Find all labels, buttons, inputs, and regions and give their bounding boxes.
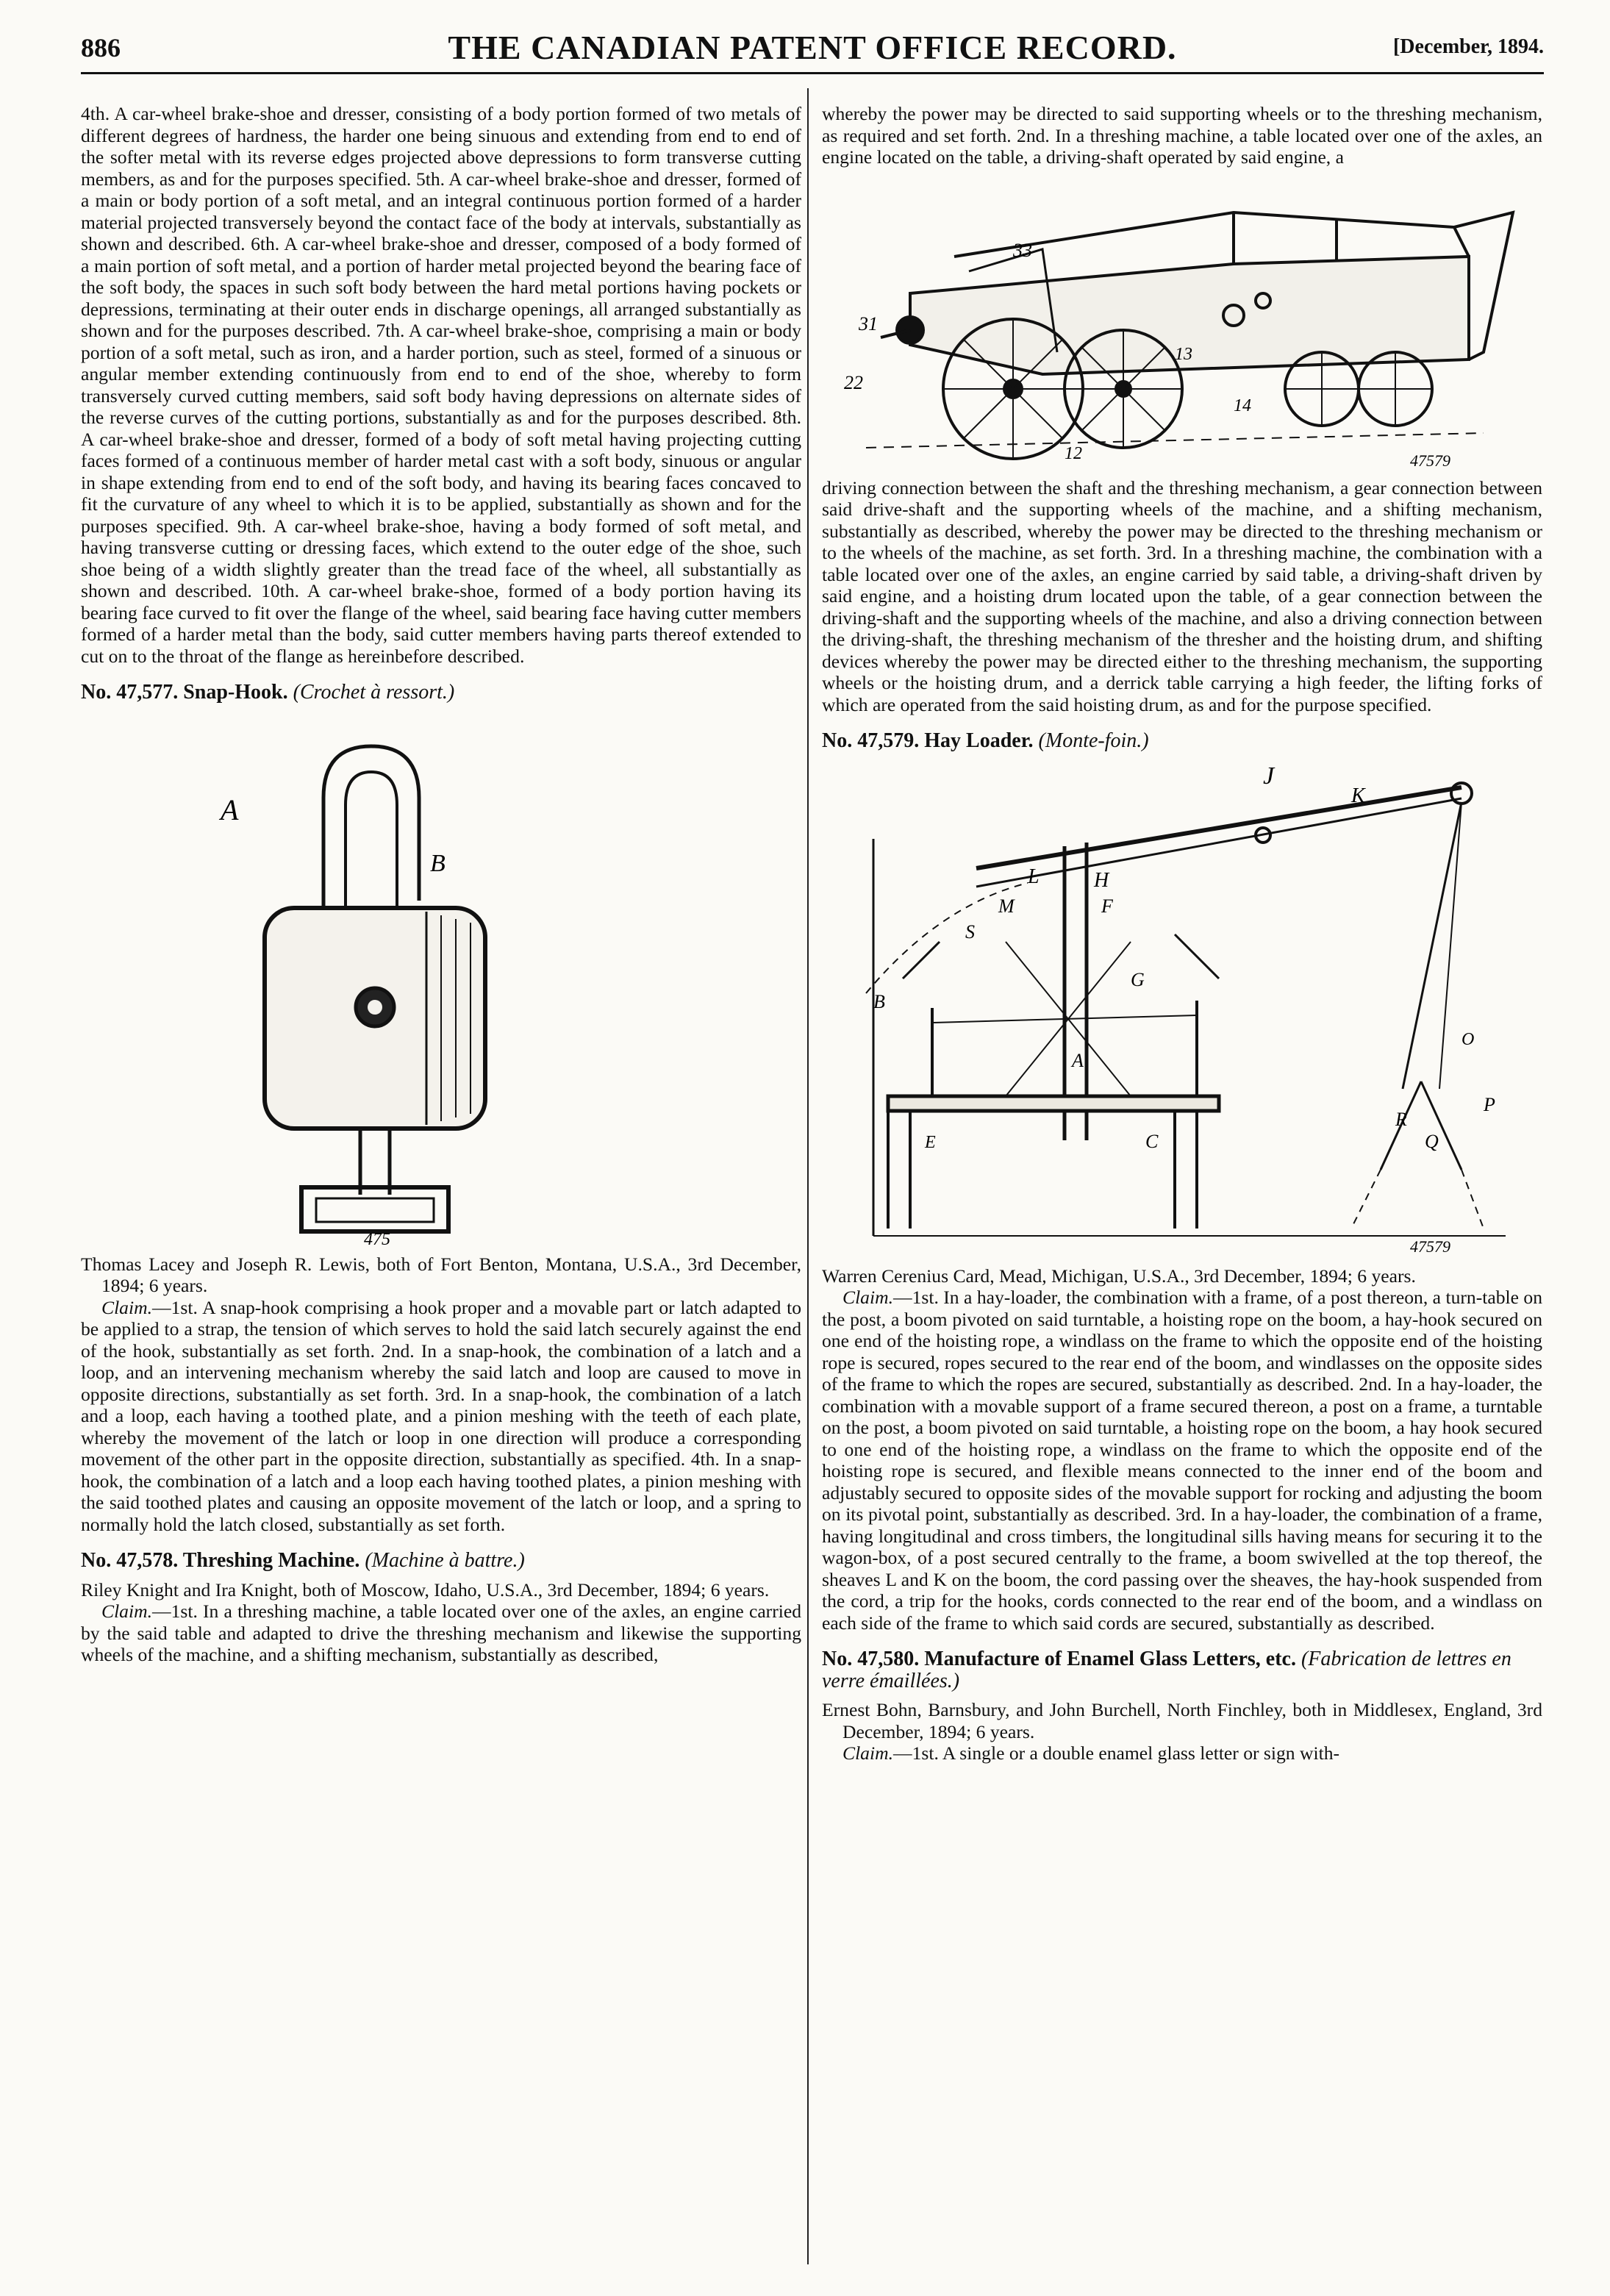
patent-title: Threshing Machine.	[182, 1549, 360, 1572]
figure-label-14: 14	[1234, 396, 1251, 415]
hay-loader-drawing	[822, 758, 1542, 1258]
figure-caption: 47579	[1410, 1237, 1450, 1256]
figure-label-l: L	[1028, 865, 1040, 888]
patent-number: No. 47,577.	[81, 681, 179, 704]
claim-text: —1st. In a threshing machine, a table located over one of the axles, an engine carried by the said table and adapted to drive the threshing mechanism and likewise the supporting wheels of the machine, and a shifting mechanism, substantially as described,	[81, 1601, 801, 1665]
patent-title: Manufacture of Enamel Glass Letters, etc.	[924, 1648, 1296, 1670]
patent-title: Hay Loader.	[924, 729, 1034, 752]
figure-label-a: A	[1072, 1049, 1084, 1071]
figure-label-f: F	[1101, 895, 1113, 917]
figure-caption: 475	[364, 1229, 390, 1246]
claim-47578	[81, 1601, 801, 1666]
threshing-machine-figure	[822, 168, 1542, 477]
figure-label-j: J	[1263, 762, 1275, 790]
figure-label-k: K	[1351, 784, 1365, 807]
claim-47577	[81, 1297, 801, 1536]
figure-label-p: P	[1484, 1093, 1495, 1115]
snap-hook-figure	[81, 709, 801, 1246]
patent-heading-47579	[822, 730, 1542, 752]
figure-label-13: 13	[1175, 344, 1192, 364]
patent-number: No. 47,578.	[81, 1549, 179, 1572]
journal-title: THE CANADIAN PATENT OFFICE RECORD.	[448, 29, 1177, 66]
patent-heading-47578	[81, 1550, 801, 1572]
page-header	[81, 28, 1544, 74]
patentee-47577: Thomas Lacey and Joseph R. Lewis, both of Fort Benton, Montana, U.S.A., 3rd December, 1894; 6 years.	[81, 1253, 801, 1296]
claim-label: Claim.	[101, 1296, 152, 1318]
figure-label-h: H	[1094, 868, 1109, 892]
figure-caption: 47579	[1410, 451, 1450, 470]
page-number: 886	[81, 33, 121, 62]
patent-heading-47577	[81, 682, 801, 704]
figure-label-33: 33	[1013, 239, 1032, 261]
claim-47578-continued-2: driving connection between the shaft and the threshing mechanism, a gear connection between said drive-shaft and the supporting wheels of the machine, and a shifting mechanism, substantially as described, whereby the power may be directed to the threshing mechanism or to the wheels of the machine, as set forth. 3rd. In a threshing machine, the combination with a table located over one of the axles, an engine carried by said table, a driving-shaft driven by said engine, and a hoisting drum located upon the table, of a gear connection between the driving-shaft and the supporting wheels of the machine, and also a driving connection between the driving-shaft, the threshing mechanism of the thresher and the hoisting drum, and shifting devices whereby the power may be directed either to the threshing mechanism, the supporting wheels or the hoisting drum, and a derrick table carrying a high feeder, the lifting forks of which are operated from the said hoisting drum, as and for the purpose specified.	[822, 476, 1542, 715]
patent-french-title: (Monte-foin.)	[1038, 729, 1149, 752]
figure-label-e: E	[925, 1132, 936, 1152]
patent-number: No. 47,579.	[822, 729, 920, 752]
issue-date: [December, 1894.	[1392, 35, 1544, 58]
claim-text: —1st. A snap-hook comprising a hook proper and a movable part or latch adapted to be applied to a strap, the tension of which serves to hold the said latch securely against the end of the hook, substantially as set forth. 2nd. In a snap-hook, the combination of a latch and a loop, and an intervening mechanism whereby the said latch and loop are caused to move in opposite directions, substantially as set forth. 3rd. In a snap-hook, the combination of a latch and a loop, each having a toothed plate, and a pinion meshing with the teeth of each plate, whereby the movement of the latch or loop in one direction will produce a corresponding movement of the other part in the opposite direction, substantially as specified. 4th. In a snap-hook, the combination of a latch and a loop each having toothed plates, a pinion meshing with the said toothed plates and causing an opposite movement of the latch or loop, and a spring to normally hold the latch closed, substantially as set forth.	[81, 1296, 801, 1535]
patentee-47579: Warren Cerenius Card, Mead, Michigan, U.S.A., 3rd December, 1894; 6 years.	[822, 1265, 1416, 1287]
patentee-47580: Ernest Bohn, Barnsbury, and John Burchell, North Finchley, both in Middlesex, England, 3rd December, 1894; 6 years.	[822, 1699, 1542, 1742]
snap-hook-drawing	[81, 709, 801, 1246]
claim-label: Claim.	[842, 1742, 893, 1764]
claim-label: Claim.	[101, 1601, 152, 1622]
figure-label-c: C	[1145, 1130, 1159, 1152]
left-column	[81, 103, 801, 1666]
column-divider	[807, 88, 809, 2264]
patent-heading-47580	[822, 1648, 1542, 1692]
patent-french-title: (Crochet à ressort.)	[293, 681, 455, 704]
figure-label-o: O	[1461, 1029, 1475, 1049]
claim-47580	[822, 1742, 1542, 1764]
figure-label-31: 31	[859, 312, 878, 335]
figure-label-12: 12	[1065, 443, 1082, 463]
claim-text: —1st. In a hay-loader, the combination with a frame, of a post thereon, a turn-table on the post, a boom pivoted on said turntable, a hoisting rope on the boom, a hay-hook secured on one end of the hoisting rope, a windlass on the frame to which the opposite end of the hoisting rope is secured, ropes secured to the rear end of the boom, and windlasses on the opposite sides of the frame to which the ropes are secured, substantially as described. 2nd. In a hay-loader, the combination with a movable support of a frame secured thereon, a post on a frame, a turntable on the post, a boom pivoted on said turntable, a hoisting rope on the boom, a hay hook secured to one end of the hoisting rope, a windlass on the frame to which the opposite end of the hoisting rope is secured, and flexible means connected to the inner end of the boom and adjustably secured to opposite sides of the movable support for rocking and adjusting the boom on its pivotal point, substantially as described. 3rd. In a hay-loader, the combination of a frame, having longitudinal and cross timbers, the longitudinal sills having means for securing it to the wagon-box, of a post secured centrally to the frame, a boom swivelled at the top thereof, the sheaves L and K on the boom, the cord passing over the sheaves, the hay-hook suspended from the cord, a trip for the hooks, cords connected to the rear end of the boom, and a windlass on each side of the frame to which said cords are secured, substantially as described.	[822, 1287, 1542, 1634]
claim-text: —1st. A single or a double enamel glass letter or sign with-	[892, 1742, 1340, 1764]
continued-claims-47576: 4th. A car-wheel brake-shoe and dresser, consisting of a body portion formed of two metals of different degrees of hardness, the harder one being sinuous and extending from end to end of the softer metal with its reverse edges projected above depressions to form transverse cutting members, as and for the purposes specified. 5th. A car-wheel brake-shoe and dresser, formed of a main or body portion of a soft metal, and an integral continuous portion formed of a harder material projected transversely beyond the contact face of the body at intervals, substantially as shown and described. 6th. A car-wheel brake-shoe and dresser, composed of a body formed of a main portion of soft metal, and a portion of harder metal projected beyond the bearing face of the soft body, the spaces in such soft body between the hard metal portions having pockets or depressions, terminating at their outer ends in discharge openings, all arranged substantially as shown and for the purposes described. 7th. A car-wheel brake-shoe, comprising a main or body portion of a soft metal, such as iron, and a harder portion, such as steel, formed of a sinuous or angular member extending continuously from end to end of the shoe, whereby to form transversely curved cutting members, said soft body having depressions on alternate sides of the reverse curves of the cutting portions, substantially as and for the purposes described. 8th. A car-wheel brake-shoe and dresser, formed of a body of soft metal having projecting cutting faces formed of a continuous member of harder metal cast with a soft body, sinuous or angular in shape extending from end to end of the soft body, and having its bearing faces concaved to fit the curvature of any wheel to which it is to be applied, substantially as shown and for the purposes specified. 9th. A car-wheel brake-shoe, having a body formed of soft metal, and having transverse cutting or dressing faces, which extend to the outer edge of the shoe, such shoe being of a width slightly greater than the tread face of the wheel, all substantially as shown and described. 10th. A car-wheel brake-shoe, formed of a body portion having its bearing face curved to fit over the flange of the wheel, said bearing face having cutter members formed of a harder metal than the body, said cutter members having parts thereof extended to cut on to the throat of the flange as hereinbefore described.	[81, 103, 801, 667]
claim-47579	[822, 1287, 1542, 1634]
figure-label-g: G	[1131, 968, 1145, 990]
figure-label-a: A	[221, 793, 239, 826]
patent-french-title: (Machine à battre.)	[365, 1549, 525, 1572]
claim-47578-continued: whereby the power may be directed to said supporting wheels or to the threshing mechanism, as required and set forth. 2nd. In a threshing machine, a table located over one of the axles, an engine located on the table, a driving-shaft operated by said engine, a	[822, 103, 1542, 168]
figure-label-r: R	[1395, 1108, 1407, 1130]
figure-label-b: B	[873, 990, 885, 1012]
figure-label-s: S	[965, 920, 975, 943]
patentee-47578: Riley Knight and Ira Knight, both of Moscow, Idaho, U.S.A., 3rd December, 1894; 6 years.	[81, 1578, 770, 1601]
figure-label-22: 22	[844, 371, 863, 393]
patent-number: No. 47,580.	[822, 1648, 920, 1670]
patent-french-title: (Fabrication de lettres en verre émaillées.)	[822, 1648, 1511, 1692]
figure-label-q: Q	[1425, 1130, 1439, 1152]
threshing-machine-drawing	[822, 168, 1542, 477]
figure-label-m: M	[998, 895, 1015, 917]
patent-title: Snap-Hook.	[183, 681, 288, 704]
claim-label: Claim.	[842, 1287, 893, 1308]
figure-label-b: B	[430, 849, 446, 877]
hay-loader-figure	[822, 758, 1542, 1258]
right-column	[822, 103, 1542, 1764]
